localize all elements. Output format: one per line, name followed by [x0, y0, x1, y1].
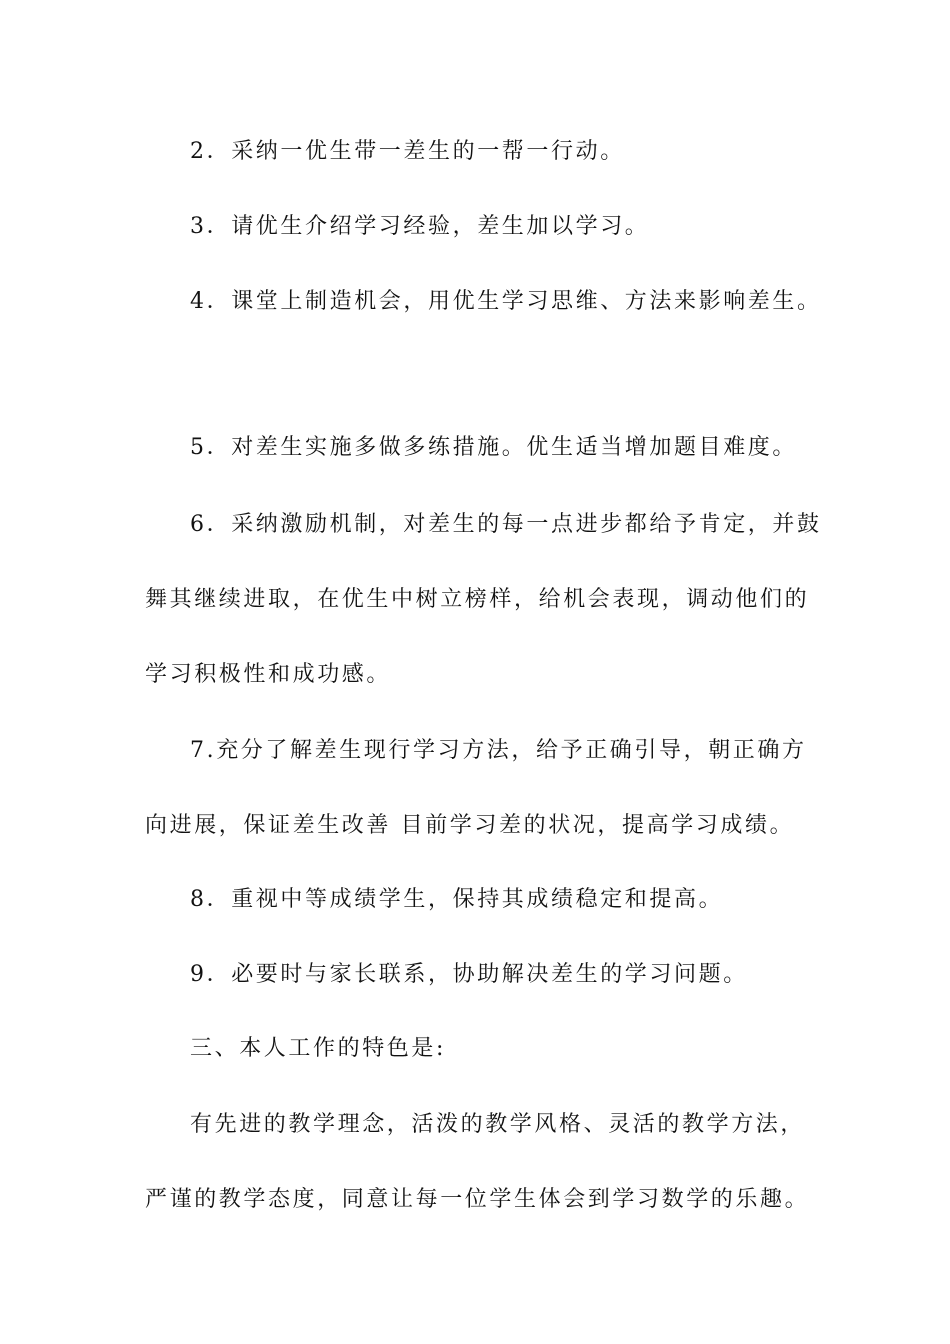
- item-2-text: 2．采纳一优生带一差生的一帮一行动。: [190, 139, 625, 164]
- item-6-text-line-1: 6．采纳激励机制，对差生的每一点进步都给予肯定，并鼓: [190, 512, 822, 537]
- item-9-text: 9．必要时与家长联系，协助解决差生的学习问题。: [190, 962, 748, 987]
- section-3-paragraph-line-2: 严谨的教学态度，同意让每一位学生体会到学习数学的乐趣。: [145, 1187, 810, 1212]
- item-3-text: 3．请优生介绍学习经验，差生加以学习。: [190, 214, 650, 239]
- item-7-text-line-2: 向进展，保证差生改善 目前学习差的状况，提高学习成绩。: [145, 813, 795, 838]
- item-7-text-line-1: 7.充分了解差生现行学习方法，给予正确引导，朝正确方: [190, 738, 807, 763]
- item-5-text: 5．对差生实施多做多练措施。优生适当增加题目难度。: [190, 435, 797, 460]
- item-8-text: 8．重视中等成绩学生，保持其成绩稳定和提高。: [190, 887, 724, 912]
- item-6-text-line-2: 舞其继续进取，在优生中树立榜样，给机会表现，调动他们的: [145, 587, 810, 612]
- item-6-text-line-3: 学习积极性和成功感。: [145, 662, 392, 687]
- item-4-text: 4．课堂上制造机会，用优生学习思维、方法来影响差生。: [190, 289, 822, 314]
- section-3-paragraph-line-1: 有先进的教学理念，活泼的教学风格、灵活的教学方法，: [190, 1112, 806, 1137]
- section-3-heading: 三、本人工作的特色是:: [190, 1036, 447, 1061]
